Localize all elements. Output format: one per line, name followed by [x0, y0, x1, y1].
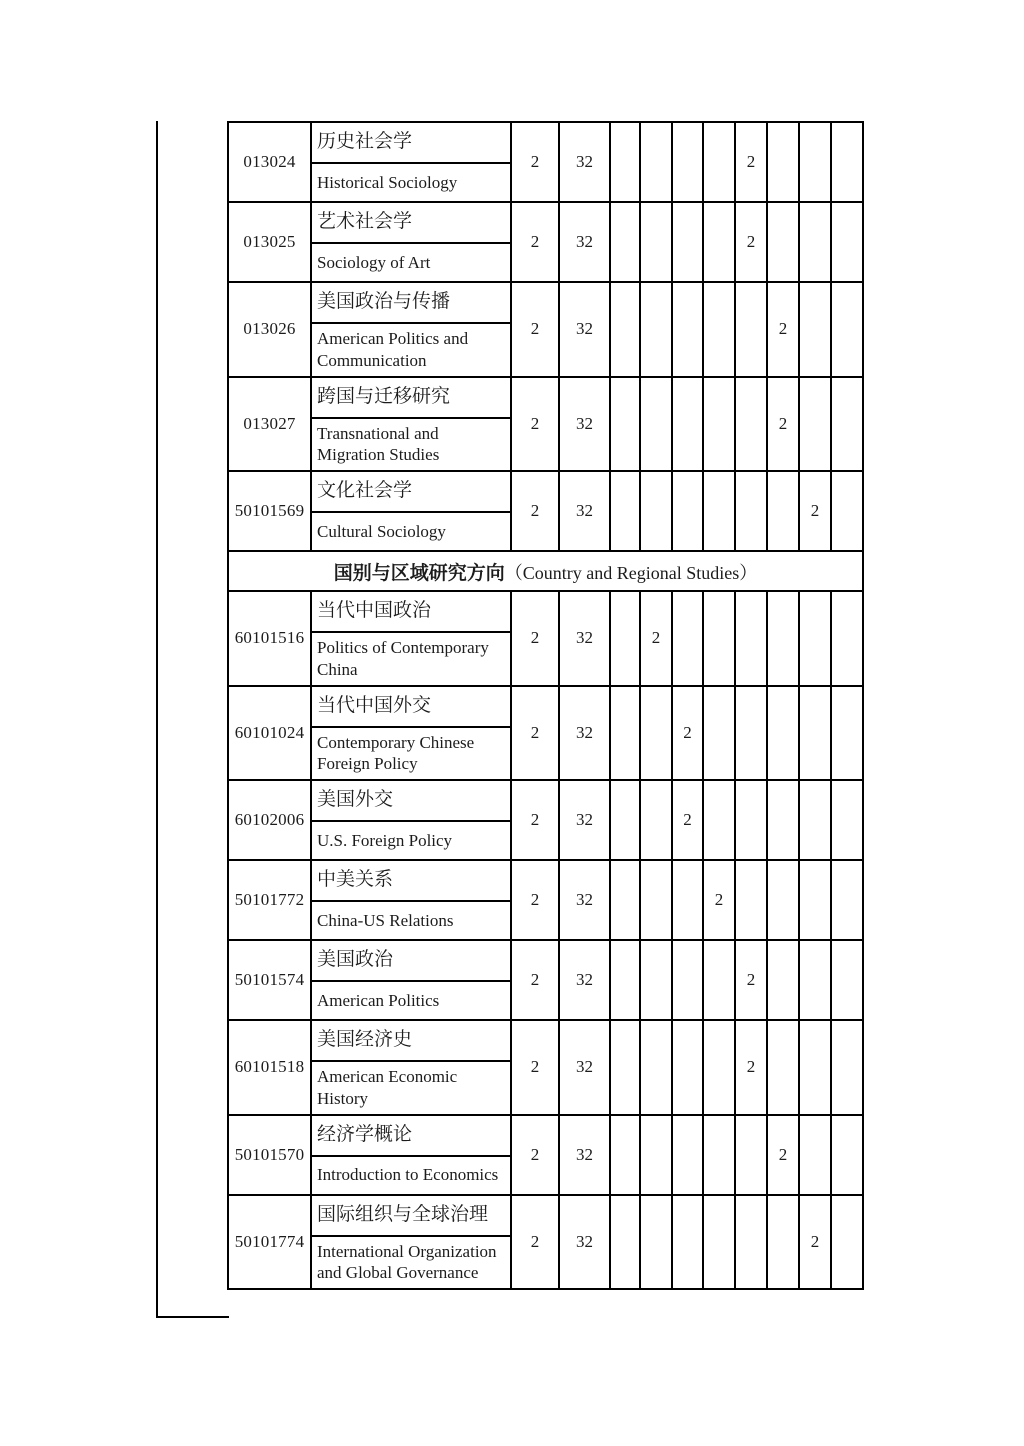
course-row — [228, 282, 863, 377]
course-code: 50101774 — [228, 1195, 311, 1290]
semester-empty-cell — [672, 282, 703, 377]
course-name-zh: 文化社会学 — [312, 472, 510, 513]
course-name-cell — [311, 377, 511, 472]
course-credits: 2 — [511, 471, 559, 551]
course-hours: 32 — [559, 377, 610, 472]
semester-empty-cell — [640, 122, 672, 202]
course-hours: 32 — [559, 686, 610, 781]
semester-empty-cell — [703, 780, 735, 860]
course-code: 50101574 — [228, 940, 311, 1020]
semester-empty-cell — [767, 591, 799, 686]
semester-empty-cell — [735, 1115, 767, 1195]
semester-empty-cell — [799, 940, 831, 1020]
semester-value-cell: 2 — [767, 1115, 799, 1195]
semester-empty-cell — [767, 780, 799, 860]
semester-empty-cell — [703, 377, 735, 472]
semester-empty-cell — [799, 282, 831, 377]
left-category-stub-cell — [156, 121, 229, 1318]
course-credits: 2 — [511, 1115, 559, 1195]
semester-empty-cell — [703, 1195, 735, 1290]
course-name-cell — [311, 282, 511, 377]
course-row — [228, 1115, 863, 1195]
semester-empty-cell — [703, 686, 735, 781]
semester-empty-cell — [831, 282, 863, 377]
semester-empty-cell — [767, 1020, 799, 1115]
course-code: 60101024 — [228, 686, 311, 781]
semester-empty-cell — [703, 940, 735, 1020]
course-name-cell — [311, 860, 511, 940]
course-name-cell — [311, 1020, 511, 1115]
semester-empty-cell — [640, 1115, 672, 1195]
semester-empty-cell — [799, 1020, 831, 1115]
course-code: 013027 — [228, 377, 311, 472]
course-code: 50101772 — [228, 860, 311, 940]
semester-empty-cell — [610, 377, 640, 472]
semester-empty-cell — [767, 202, 799, 282]
semester-empty-cell — [767, 1195, 799, 1290]
semester-empty-cell — [831, 1195, 863, 1290]
course-name-en: American Politics and Communication — [317, 329, 469, 370]
semester-empty-cell — [610, 1115, 640, 1195]
course-hours: 32 — [559, 202, 610, 282]
semester-empty-cell — [799, 591, 831, 686]
semester-empty-cell — [767, 940, 799, 1020]
course-name-cell — [311, 1115, 511, 1195]
course-code: 013025 — [228, 202, 311, 282]
semester-empty-cell — [640, 1020, 672, 1115]
semester-empty-cell — [703, 202, 735, 282]
course-row — [228, 686, 863, 781]
semester-empty-cell — [610, 282, 640, 377]
course-name-zh: 美国经济史 — [312, 1021, 510, 1062]
semester-empty-cell — [672, 471, 703, 551]
semester-empty-cell — [640, 686, 672, 781]
semester-empty-cell — [799, 1115, 831, 1195]
course-name-cell — [311, 780, 511, 860]
course-name-zh: 艺术社会学 — [312, 203, 510, 244]
course-hours: 32 — [559, 122, 610, 202]
semester-empty-cell — [767, 471, 799, 551]
semester-empty-cell — [640, 940, 672, 1020]
semester-empty-cell — [610, 1020, 640, 1115]
semester-empty-cell — [831, 1020, 863, 1115]
course-name-cell — [311, 471, 511, 551]
section-header-row — [228, 551, 863, 591]
course-name-en: China-US Relations — [317, 910, 454, 930]
course-row — [228, 377, 863, 472]
course-name-en: Contemporary Chinese Foreign Policy — [317, 732, 475, 774]
semester-empty-cell — [735, 471, 767, 551]
course-row — [228, 940, 863, 1020]
semester-empty-cell — [672, 1195, 703, 1290]
semester-empty-cell — [672, 1115, 703, 1195]
semester-empty-cell — [610, 122, 640, 202]
semester-empty-cell — [831, 202, 863, 282]
course-hours: 32 — [559, 471, 610, 551]
semester-empty-cell — [640, 282, 672, 377]
course-name-en: Sociology of Art — [317, 252, 431, 272]
semester-empty-cell — [672, 202, 703, 282]
semester-empty-cell — [735, 282, 767, 377]
course-hours: 32 — [559, 1115, 610, 1195]
course-name-en: U.S. Foreign Policy — [317, 830, 453, 850]
course-name-zh: 美国政治 — [312, 941, 510, 982]
course-name-en: Transnational and Migration Studies — [317, 423, 440, 465]
course-name-en: Politics of Contemporary China — [317, 638, 489, 679]
semester-empty-cell — [672, 940, 703, 1020]
course-name-en: Historical Sociology — [317, 172, 458, 192]
semester-empty-cell — [799, 202, 831, 282]
course-credits: 2 — [511, 780, 559, 860]
semester-value-cell: 2 — [735, 202, 767, 282]
semester-value-cell: 2 — [767, 377, 799, 472]
course-name-zh: 国际组织与全球治理 — [312, 1196, 510, 1237]
course-credits: 2 — [511, 940, 559, 1020]
course-row — [228, 780, 863, 860]
course-hours: 32 — [559, 1195, 610, 1290]
semester-empty-cell — [799, 686, 831, 781]
section-title-en: （Country and Regional Studies） — [504, 562, 758, 583]
course-hours: 32 — [559, 860, 610, 940]
semester-empty-cell — [767, 860, 799, 940]
course-name-en: American Politics — [317, 990, 440, 1010]
semester-empty-cell — [831, 940, 863, 1020]
course-credits: 2 — [511, 591, 559, 686]
course-hours: 32 — [559, 780, 610, 860]
course-code: 50101570 — [228, 1115, 311, 1195]
semester-empty-cell — [831, 686, 863, 781]
semester-empty-cell — [610, 686, 640, 781]
course-credits: 2 — [511, 282, 559, 377]
course-code: 60101516 — [228, 591, 311, 686]
course-code: 013026 — [228, 282, 311, 377]
course-code: 60101518 — [228, 1020, 311, 1115]
semester-empty-cell — [703, 471, 735, 551]
semester-empty-cell — [831, 1115, 863, 1195]
course-row — [228, 860, 863, 940]
course-name-zh: 跨国与迁移研究 — [312, 378, 510, 419]
course-name-zh: 美国政治与传播 — [312, 283, 510, 324]
semester-empty-cell — [831, 591, 863, 686]
semester-value-cell: 2 — [640, 591, 672, 686]
semester-empty-cell — [735, 591, 767, 686]
semester-empty-cell — [640, 377, 672, 472]
semester-empty-cell — [610, 1195, 640, 1290]
course-credits: 2 — [511, 122, 559, 202]
semester-empty-cell — [672, 377, 703, 472]
semester-empty-cell — [610, 940, 640, 1020]
course-row — [228, 591, 863, 686]
course-row — [228, 122, 863, 202]
course-credits: 2 — [511, 202, 559, 282]
semester-empty-cell — [672, 122, 703, 202]
semester-empty-cell — [735, 377, 767, 472]
course-hours: 32 — [559, 1020, 610, 1115]
course-credits: 2 — [511, 1195, 559, 1290]
semester-empty-cell — [767, 122, 799, 202]
semester-empty-cell — [610, 202, 640, 282]
semester-empty-cell — [735, 780, 767, 860]
semester-empty-cell — [610, 860, 640, 940]
semester-empty-cell — [640, 780, 672, 860]
course-credits: 2 — [511, 1020, 559, 1115]
semester-empty-cell — [831, 471, 863, 551]
course-name-zh: 经济学概论 — [312, 1116, 510, 1157]
semester-value-cell: 2 — [767, 282, 799, 377]
course-credits: 2 — [511, 686, 559, 781]
course-name-en: Introduction to Economics — [317, 1165, 499, 1185]
semester-empty-cell — [831, 377, 863, 472]
course-row — [228, 1195, 863, 1290]
course-credits: 2 — [511, 377, 559, 472]
course-name-en: Cultural Sociology — [317, 521, 446, 541]
course-hours: 32 — [559, 591, 610, 686]
semester-empty-cell — [703, 1115, 735, 1195]
course-code: 60102006 — [228, 780, 311, 860]
course-hours: 32 — [559, 282, 610, 377]
semester-empty-cell — [610, 591, 640, 686]
semester-value-cell: 2 — [735, 1020, 767, 1115]
course-name-cell — [311, 686, 511, 781]
semester-empty-cell — [703, 122, 735, 202]
course-name-zh: 当代中国外交 — [312, 687, 510, 728]
semester-value-cell: 2 — [672, 686, 703, 781]
semester-empty-cell — [610, 471, 640, 551]
course-name-en: American Economic History — [317, 1067, 458, 1108]
semester-empty-cell — [640, 202, 672, 282]
course-row — [228, 1020, 863, 1115]
course-name-zh: 美国外交 — [312, 781, 510, 822]
semester-value-cell: 2 — [735, 940, 767, 1020]
semester-empty-cell — [799, 122, 831, 202]
semester-empty-cell — [672, 860, 703, 940]
semester-empty-cell — [703, 282, 735, 377]
course-name-cell — [311, 1195, 511, 1290]
course-name-cell — [311, 591, 511, 686]
semester-empty-cell — [640, 1195, 672, 1290]
course-name-zh: 中美关系 — [312, 861, 510, 902]
semester-empty-cell — [799, 780, 831, 860]
course-name-zh: 当代中国政治 — [312, 592, 510, 633]
course-credits: 2 — [511, 860, 559, 940]
course-name-zh: 历史社会学 — [312, 123, 510, 164]
semester-empty-cell — [703, 591, 735, 686]
semester-empty-cell — [672, 591, 703, 686]
course-row — [228, 471, 863, 551]
semester-empty-cell — [799, 377, 831, 472]
course-name-en: International Organization and Global Governance — [317, 1241, 497, 1283]
semester-empty-cell — [735, 686, 767, 781]
semester-empty-cell — [735, 1195, 767, 1290]
semester-empty-cell — [610, 780, 640, 860]
semester-value-cell: 2 — [672, 780, 703, 860]
semester-empty-cell — [735, 860, 767, 940]
semester-empty-cell — [799, 860, 831, 940]
course-name-cell — [311, 940, 511, 1020]
course-table — [227, 121, 864, 1290]
course-hours: 32 — [559, 940, 610, 1020]
semester-empty-cell — [831, 860, 863, 940]
semester-value-cell: 2 — [799, 1195, 831, 1290]
semester-empty-cell — [672, 1020, 703, 1115]
course-code: 50101569 — [228, 471, 311, 551]
course-name-cell — [311, 122, 511, 202]
section-header-cell — [228, 551, 863, 591]
section-title-zh: 国别与区域研究方向 — [333, 562, 505, 584]
semester-empty-cell — [831, 780, 863, 860]
course-row — [228, 202, 863, 282]
semester-empty-cell — [767, 686, 799, 781]
course-name-cell — [311, 202, 511, 282]
course-code: 013024 — [228, 122, 311, 202]
semester-empty-cell — [640, 471, 672, 551]
semester-empty-cell — [703, 1020, 735, 1115]
semester-empty-cell — [831, 122, 863, 202]
semester-empty-cell — [640, 860, 672, 940]
semester-value-cell: 2 — [703, 860, 735, 940]
semester-value-cell: 2 — [799, 471, 831, 551]
semester-value-cell: 2 — [735, 122, 767, 202]
